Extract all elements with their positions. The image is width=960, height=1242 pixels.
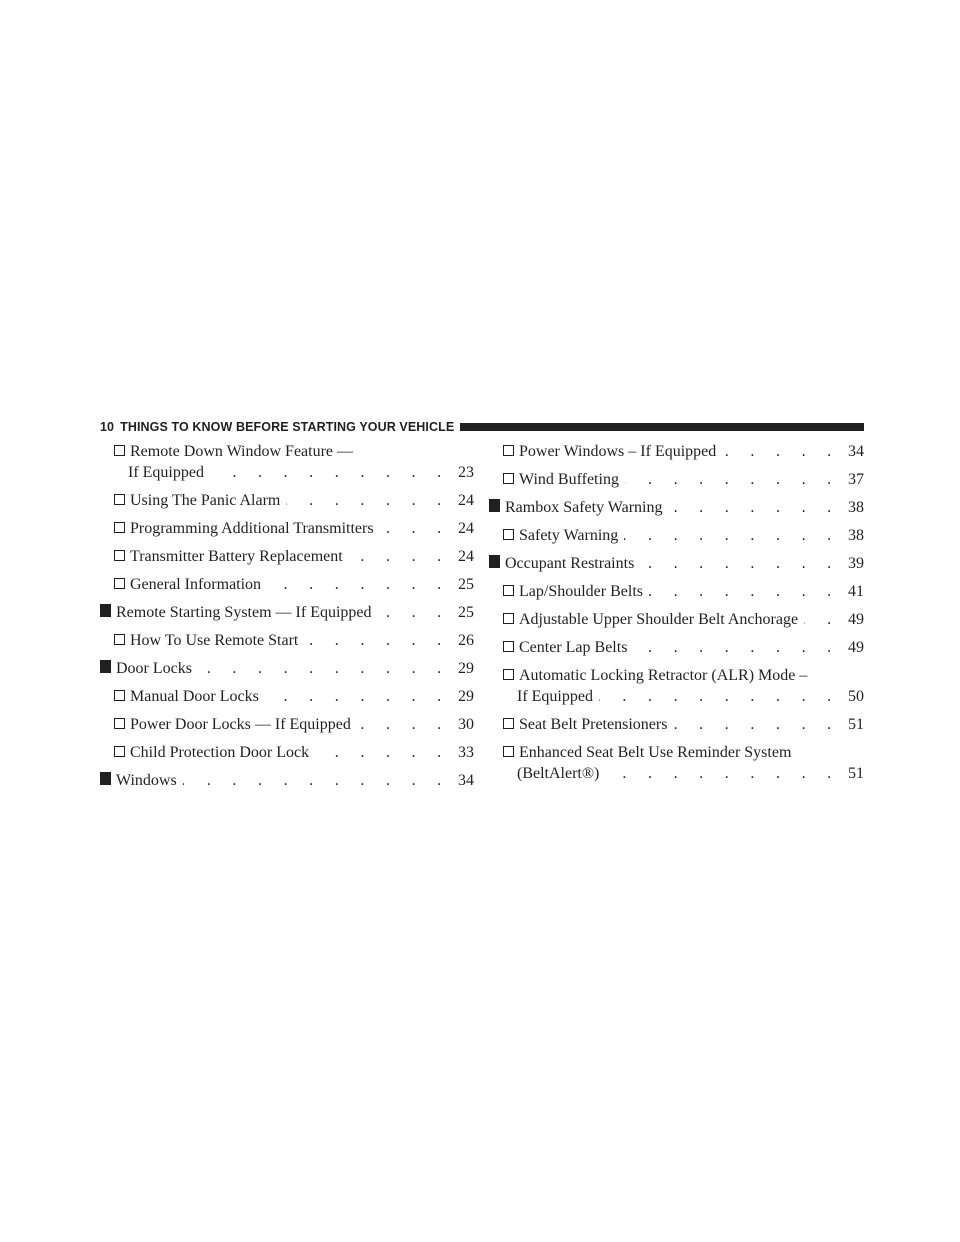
toc-subsection-entry[interactable]	[100, 714, 474, 735]
toc-subsection-entry[interactable]	[100, 490, 474, 511]
toc-subsection-entry[interactable]	[100, 441, 474, 483]
dot-leader	[349, 546, 450, 567]
page-reference: 24	[458, 492, 474, 509]
page-number: 10	[100, 419, 115, 434]
page-reference: 38	[848, 527, 864, 544]
toc-section-entry[interactable]	[100, 602, 474, 623]
dot-leader	[357, 714, 450, 735]
hollow-square-bullet-icon	[503, 613, 514, 624]
entry-title: Child Protection Door Lock	[130, 744, 310, 761]
dot-leader	[649, 581, 840, 602]
page-reference: 41	[848, 583, 864, 600]
toc-subsection-entry[interactable]	[489, 581, 864, 602]
entry-title: Programming Additional Transmitters	[130, 520, 374, 537]
hollow-square-bullet-icon	[114, 494, 125, 505]
entry-title: Transmitter Battery Replacement	[130, 548, 343, 565]
toc-section-entry[interactable]	[489, 497, 864, 518]
hollow-square-bullet-icon	[114, 746, 125, 757]
entry-title: Automatic Locking Retractor (ALR) Mode –	[519, 667, 808, 684]
toc-subsection-entry[interactable]	[100, 518, 474, 539]
page-reference: 51	[848, 716, 864, 733]
page-reference: 33	[458, 744, 474, 761]
dot-leader	[673, 714, 840, 735]
dot-leader	[624, 525, 840, 546]
toc-subsection-entry[interactable]	[489, 525, 864, 546]
hollow-square-bullet-icon	[114, 634, 125, 645]
page-reference: 34	[848, 443, 864, 460]
dot-leader	[315, 742, 450, 763]
page-reference: 24	[458, 548, 474, 565]
hollow-square-bullet-icon	[114, 690, 125, 701]
toc-subsection-entry[interactable]	[489, 441, 864, 462]
entry-title: How To Use Remote Start	[130, 632, 299, 649]
page-reference: 29	[458, 688, 474, 705]
dot-leader	[183, 770, 450, 791]
hollow-square-bullet-icon	[114, 445, 125, 456]
entry-title: If Equipped	[517, 688, 593, 705]
entry-title: (BeltAlert®)	[517, 765, 600, 782]
toc-subsection-entry[interactable]	[489, 609, 864, 630]
toc-subsection-entry[interactable]	[489, 714, 864, 735]
page-reference: 25	[458, 576, 474, 593]
dot-leader	[304, 630, 450, 651]
dot-leader	[599, 686, 840, 707]
toc-subsection-entry[interactable]	[489, 742, 864, 784]
page-reference: 39	[848, 555, 864, 572]
entry-title: Occupant Restraints	[505, 555, 635, 572]
hollow-square-bullet-icon	[503, 473, 514, 484]
filled-square-bullet-icon	[489, 555, 500, 568]
hollow-square-bullet-icon	[503, 718, 514, 729]
entry-title: Center Lap Belts	[519, 639, 628, 656]
page-reference: 24	[458, 520, 474, 537]
page-reference: 49	[848, 639, 864, 656]
hollow-square-bullet-icon	[503, 746, 514, 757]
hollow-square-bullet-icon	[114, 578, 125, 589]
hollow-square-bullet-icon	[503, 529, 514, 540]
page-reference: 26	[458, 632, 474, 649]
header-rule	[460, 423, 864, 431]
page-reference: 50	[848, 688, 864, 705]
entry-title: Rambox Safety Warning	[505, 499, 663, 516]
filled-square-bullet-icon	[100, 660, 111, 673]
entry-title: Door Locks	[116, 660, 192, 677]
entry-title: General Information	[130, 576, 262, 593]
entry-title: Wind Buffeting	[519, 471, 619, 488]
hollow-square-bullet-icon	[114, 550, 125, 561]
dot-leader	[625, 469, 840, 490]
entry-title: Windows	[116, 772, 177, 789]
entry-title: Power Door Locks — If Equipped	[130, 716, 351, 733]
page-reference: 51	[848, 765, 864, 782]
dot-leader	[669, 497, 841, 518]
toc-subsection-entry[interactable]	[100, 546, 474, 567]
dot-leader	[378, 602, 450, 623]
dot-leader	[210, 462, 450, 483]
toc-subsection-entry[interactable]	[100, 574, 474, 595]
toc-section-entry[interactable]	[489, 553, 864, 574]
hollow-square-bullet-icon	[114, 718, 125, 729]
filled-square-bullet-icon	[100, 604, 111, 617]
entry-title: Safety Warning	[519, 527, 619, 544]
entry-title: Seat Belt Pretensioners	[519, 716, 668, 733]
dot-leader	[804, 609, 840, 630]
page-reference: 38	[848, 499, 864, 516]
hollow-square-bullet-icon	[114, 522, 125, 533]
page-reference: 29	[458, 660, 474, 677]
entry-title: If Equipped	[128, 464, 204, 481]
dot-leader	[633, 637, 840, 658]
dot-leader	[605, 763, 840, 784]
hollow-square-bullet-icon	[503, 641, 514, 652]
hollow-square-bullet-icon	[503, 669, 514, 680]
toc-subsection-entry[interactable]	[489, 665, 864, 707]
dot-leader	[286, 490, 450, 511]
toc-section-entry[interactable]	[100, 658, 474, 679]
entry-title: Power Windows – If Equipped	[519, 443, 717, 460]
filled-square-bullet-icon	[489, 499, 500, 512]
toc-section-entry[interactable]	[100, 770, 474, 791]
toc-subsection-entry[interactable]	[100, 742, 474, 763]
hollow-square-bullet-icon	[503, 445, 514, 456]
toc-subsection-entry[interactable]	[489, 469, 864, 490]
dot-leader	[380, 518, 450, 539]
entry-title: Remote Starting System — If Equipped	[116, 604, 372, 621]
dot-leader	[267, 574, 450, 595]
page-reference: 34	[458, 772, 474, 789]
toc-column-right	[489, 441, 864, 791]
entry-title: Using The Panic Alarm	[130, 492, 281, 509]
dot-leader	[722, 441, 840, 462]
dot-leader	[198, 658, 450, 679]
hollow-square-bullet-icon	[503, 585, 514, 596]
filled-square-bullet-icon	[100, 772, 111, 785]
entry-title: Adjustable Upper Shoulder Belt Anchorage	[519, 611, 799, 628]
toc-column-left	[100, 441, 474, 798]
toc-subsection-entry[interactable]	[489, 637, 864, 658]
page-reference: 23	[458, 464, 474, 481]
dot-leader	[265, 686, 450, 707]
page-reference: 25	[458, 604, 474, 621]
page-header	[100, 418, 864, 435]
entry-title: Manual Door Locks	[130, 688, 259, 705]
toc-subsection-entry[interactable]	[100, 630, 474, 651]
page-reference: 49	[848, 611, 864, 628]
entry-title: Remote Down Window Feature —	[130, 443, 354, 460]
dot-leader	[640, 553, 840, 574]
toc-subsection-entry[interactable]	[100, 686, 474, 707]
section-title: THINGS TO KNOW BEFORE STARTING YOUR VEHICLE	[120, 419, 455, 434]
entry-title: Lap/Shoulder Belts	[519, 583, 643, 600]
page-reference: 37	[848, 471, 864, 488]
entry-title: Enhanced Seat Belt Use Reminder System	[519, 744, 792, 761]
page-reference: 30	[458, 716, 474, 733]
